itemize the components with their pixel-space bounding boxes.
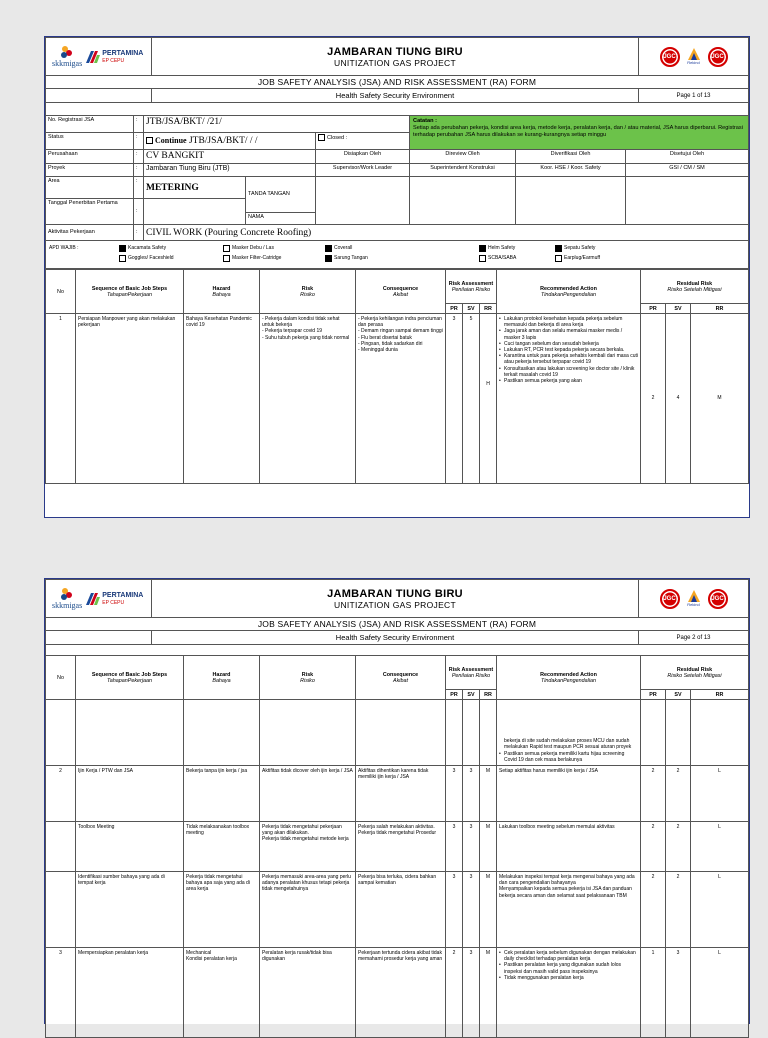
tanggal-value[interactable]: [144, 199, 246, 225]
table-row: 1 Persiapan Manpower yang akan melakukan pekerjaan Bahaya Kesehatan Pandemic covid 19 - Pekerja dalam kondisi tidak sehat untuk bekerja - Pekerja terpapar covid 19 - Suhu tubuh pekerja yang tidak normal - Pekerja kehilangan indra penciuman dan perasa - Demam ringan sampai demam tinggi - Flu berat disertai batuk - Pingsan, tidak sadarkan diri - Meninggal dunia 3 5 H • Lakukan protokol kesehatan kepada pekerja sebelum memasuki dan bekerja di area kerja • Jaga jarak aman dan selalu memakai masker medis / masker 3 lapis • Cuci tangan sebelum dan sesudah bekerja • Lakukan RT, PCR test kepada pekerja secara berkala. • Karantina untuk para pekerja sehabis kembali dari masa cuti atau pekerja tersebut terpapar covid 19 • Konsultasikan atau lakukan screening ke doctor site / klinik terkait masalah covid 19 • Pastikan semua pekerja yang akan 2 4 M: [46, 314, 749, 484]
pertamina-logo: PERTAMINA EP CEPU: [86, 592, 143, 606]
reg-label: No. Registrasi JSA: [46, 116, 134, 133]
jgc-logo-2: JGC: [708, 589, 728, 609]
rekind-logo: Rekind: [686, 48, 702, 65]
apd-checkbox[interactable]: [325, 255, 332, 262]
hse-label: Health Safety Security Environment: [152, 89, 639, 103]
apd-checkbox[interactable]: [325, 245, 332, 252]
form-header: [45, 37, 749, 103]
continue-value[interactable]: JTB/JSA/BKT/ / /: [188, 136, 258, 146]
proyek-value[interactable]: Jambaran Tiung Biru (JTB): [144, 164, 316, 177]
jgc-logo: JGC: [660, 47, 680, 67]
area-value[interactable]: METERING: [144, 177, 246, 199]
apd-checkbox[interactable]: [223, 255, 230, 262]
jsa-table-1: No Sequence of Basic Job Steps TahapanPekerjaan Hazard Bahaya Risk Risiko Consequence Akibat Risk Assessment Penilaian Risiko Recommended Action TindakanPengendalian Residual Risk Risiko Setelah Mitigasi PR SV RR PR SV RR 1 Persiapan Manpower yang akan melakukan pekerjaan Bahaya Kesehatan Pandemic covid 19 - Pekerja dalam kondisi tidak sehat untuk bekerja - Pekerja terpapar covid 19 - Suhu tubuh pekerja yang tidak normal - Pekerja kehilangan indra penciuman dan perasa - Demam ringan sampai demam tinggi - Flu berat disertai batuk - Pingsan, tidak sadarkan diri - Meninggal dunia 3 5 H • Lakukan protokol kesehatan kepada pekerja sebelum memasuki dan bekerja di area kerja • Jaga jarak aman dan selalu memakai masker medis / masker 3 lapis • Cuci tangan sebelum dan sesudah bekerja • Lakukan RT, PCR test kepada pekerja secara berkala. • Karantina untuk para pekerja sehabis kembali dari masa cuti atau pekerja tersebut terpapar covid 19 • Konsultasikan atau lakukan screening ke doctor site / klinik terkait masalah covid 19 • Pastikan semua pekerja yang akan 2 4 M: [45, 269, 749, 484]
info-table: No. Registrasi JSA : JTB/JSA/BKT/ /21/ Catatan : Setiap ada perubahan pekerja, kondisi area kerja, metode kerja, peralatan kerja, dan / atau material, JSA harus diperbarui. Registrasi terhadap perubahan JSA harus dilakukan se kurang-kurangnya setiap minggu Status : Continue JTB/JSA/BKT/ / / Closed : Perusahaan : CV BANGKIT Disiapkan Oleh Direview Oleh Diverifikasi Oleh Disetujui Oleh Proyek : Jambaran Tiung Biru (JTB) Supervisor/Work Leader Superintendent Konstruksi Koor. HSE / Koor. Safety GSI / CM / SM Area : METERING TANDA TANGAN Tanggal Penerbitan Pertama : NAMA Aktivitas Pekerjaan : CIVIL WORK (Pouring Concrete Roofing) APD WAJIB : Kacamata Safety Masker Debu / Las Coverall Helm Safety Sepatu Safety Goggles/ Faceshield Masker Filter-Catridge Sarung Tangan SCBA/SABA Earplug/Earmuff: [45, 115, 749, 269]
apd-checkbox[interactable]: [555, 255, 562, 262]
perusahaan-value[interactable]: CV BANGKIT: [144, 150, 316, 164]
form-header-2: skkmigas PERTAMINA EP CEPU JAMBARAN TIUNG BIRU UNITIZATION GAS PROJECT JGC Rekind JGC JOB SAFETY ANALYSIS (JSA) AND RISK ASSESSMENT (RA) FORM Health Safety Security Environment Page 2 of 13: [45, 579, 749, 645]
recommended-list: • Lakukan protokol kesehatan kepada pekerja sebelum memasuki dan bekerja di area kerja • Jaga jarak aman dan selalu memakai masker medis / masker 3 lapis • Cuci tangan sebelum dan sesudah bekerja • Lakukan RT, PCR test kepada pekerja secara berkala. • Karantina untuk para pekerja sehabis kembali dari masa cuti atau pekerja tersebut terpapar covid 19 • Konsultasikan atau lakukan screening ke doctor site / klinik terkait masalah covid 19 • Pastikan semua pekerja yang akan: [499, 316, 638, 384]
apd-wajib: APD WAJIB : Kacamata Safety Masker Debu / Las Coverall Helm Safety Sepatu Safety Goggles/ Faceshield Masker Filter-Catridge Sarung Tangan SCBA/SABA Earplug/Earmuff: [46, 241, 749, 269]
apd-checkbox[interactable]: [223, 245, 230, 252]
jsa-table-2: No Sequence of Basic Job Steps TahapanPekerjaan Hazard Bahaya Risk Risiko Consequence Akibat Risk Assessment Penilaian Risiko Recommended Action TindakanPengendalian Residual Risk Risiko Setelah Mitigasi PR SV RR PR SV RR bekerja di site sudah melakukan proses MCU dan sudah melakukan Rapid test maupun PCR sesuai aturan proyek • Pastikan semua pekerja memiliki kartu hijau screening Covid 19 dan cek masa berlakunya 2 Ijin Kerja / PTW dan JSA Bekerja tanpa ijin kerja / jsa Aktifitas tidak dicover oleh ijin kerja / JSA Aktifitas dihentikan karena tidak memiliki ijin kerja / JSA 3 3 M Setiap aktifitas harus memiliki ijin kerja / JSA 2 2 L Toolbox Meeting Tidak melaksanakan toolbox meeting Pekerja tidak mengetahui pekerjaan yang akan dilakukan. Pekerja tidak mengetahui metode kerja Pekerja salah melakukan aktivitas. Pekerja tidak mengetahui Prosedur 3 3 M Lakukan toolbox meeting sebelum memulai aktivitas 2 2 L Identifikasi sumber bahaya yang ada di tempat kerja Pekerja tidak mengetahui bahaya apa saja yang ada di area kerja Pekerja memasuki area-area yang perlu adanya peralatan khusus tetapi pekerja tidak mengetahuinya Pekerja bisa terluka, cidera bahkan sampai kematian 3 3 M Melakukan inspeksi tempat kerja mengenai bahaya yang ada dan cara pengendalian bahayanya Menyampaikan kepada semua pekerja isi JSA dan panduan bekerja secara aman dan selamat saat pelaksanaan TBM 2 2 L 3 Mempersiapkan peralatan kerja Mechanical Kondisi peralatan kerja Peralatan kerja rusak/tidak bisa digunakan Pekerjaan tertunda cidera akibat tidak memahami prosedur kerja yang aman 2 3 M • Cek peralatan kerja sebelum digunakan dengan melakukan daily checklist terhadap peralatan kerja • Pastikan peralatan kerja yang digunakan sudah lolos inspeksi dan masih valid pass inspeksinya • Tidak menggunakan peralatan kerja 1 3 L: [45, 655, 749, 1038]
aktivitas-value[interactable]: CIVIL WORK (Pouring Concrete Roofing): [144, 225, 749, 241]
form-page-2: [44, 578, 750, 1024]
apd-checkbox[interactable]: [479, 255, 486, 262]
jgc-logo: JGC: [660, 589, 680, 609]
project-title: JAMBARAN TIUNG BIRU: [327, 45, 463, 58]
table-row: Identifikasi sumber bahaya yang ada di tempat kerja Pekerja tidak mengetahui bahaya apa saja yang ada di area kerja Pekerja memasuki area-area yang perlu adanya peralatan khusus tetapi pekerja tidak mengetahuinya Pekerja bisa terluka, cidera bahkan sampai kematian 3 3 M Melakukan inspeksi tempat kerja mengenai bahaya yang ada dan cara pengendalian bahayanya Menyampaikan kepada semua pekerja isi JSA dan panduan bekerja secara aman dan selamat saat pelaksanaan TBM 2 2 L: [46, 872, 749, 948]
apd-checkbox[interactable]: [119, 245, 126, 252]
form-title: JOB SAFETY ANALYSIS (JSA) AND RISK ASSESSMENT (RA) FORM: [46, 76, 749, 89]
rekind-logo: Rekind: [686, 590, 702, 607]
skkmigas-logo: skkmigas: [52, 587, 82, 610]
catatan-note: Catatan : Setiap ada perubahan pekerja, kondisi area kerja, metode kerja, peralatan kerja, dan / atau material, JSA harus diperbarui. Registrasi terhadap perubahan JSA harus dilakukan se kurang-kurangnya setiap minggu: [410, 116, 749, 150]
table-row: 3 Mempersiapkan peralatan kerja Mechanical Kondisi peralatan kerja Peralatan kerja rusak/tidak bisa digunakan Pekerjaan tertunda cidera akibat tidak memahami prosedur kerja yang aman 2 3 M • Cek peralatan kerja sebelum digunakan dengan melakukan daily checklist terhadap peralatan kerja • Pastikan peralatan kerja yang digunakan sudah lolos inspeksi dan masih valid pass inspeksinya • Tidak menggunakan peralatan kerja 1 3 L: [46, 948, 749, 1038]
apd-checkbox[interactable]: [555, 245, 562, 252]
page-number: Page 1 of 13: [639, 89, 749, 103]
page-number: Page 2 of 13: [639, 631, 749, 645]
jgc-logo-2: JGC: [708, 47, 728, 67]
table-row: bekerja di site sudah melakukan proses MCU dan sudah melakukan Rapid test maupun PCR sesuai aturan proyek • Pastikan semua pekerja memiliki kartu hijau screening Covid 19 dan cek masa berlakunya: [46, 700, 749, 766]
form-page-1: [44, 36, 750, 518]
project-subtitle: UNITIZATION GAS PROJECT: [334, 57, 456, 68]
skkmigas-logo: skkmigas: [52, 45, 82, 68]
closed-checkbox[interactable]: [318, 134, 325, 141]
continue-checkbox[interactable]: [146, 137, 153, 144]
table-row: 2 Ijin Kerja / PTW dan JSA Bekerja tanpa ijin kerja / jsa Aktifitas tidak dicover oleh ijin kerja / JSA Aktifitas dihentikan karena tidak memiliki ijin kerja / JSA 3 3 M Setiap aktifitas harus memiliki ijin kerja / JSA 2 2 L: [46, 766, 749, 822]
reg-value[interactable]: JTB/JSA/BKT/ /21/: [144, 116, 410, 133]
pertamina-logo: PERTAMINA EP CEPU: [86, 50, 143, 64]
table-row: Toolbox Meeting Tidak melaksanakan toolbox meeting Pekerja tidak mengetahui pekerjaan yang akan dilakukan. Pekerja tidak mengetahui metode kerja Pekerja salah melakukan aktivitas. Pekerja tidak mengetahui Prosedur 3 3 M Lakukan toolbox meeting sebelum memulai aktivitas 2 2 L: [46, 822, 749, 872]
apd-checkbox[interactable]: [119, 255, 126, 262]
apd-checkbox[interactable]: [479, 245, 486, 252]
